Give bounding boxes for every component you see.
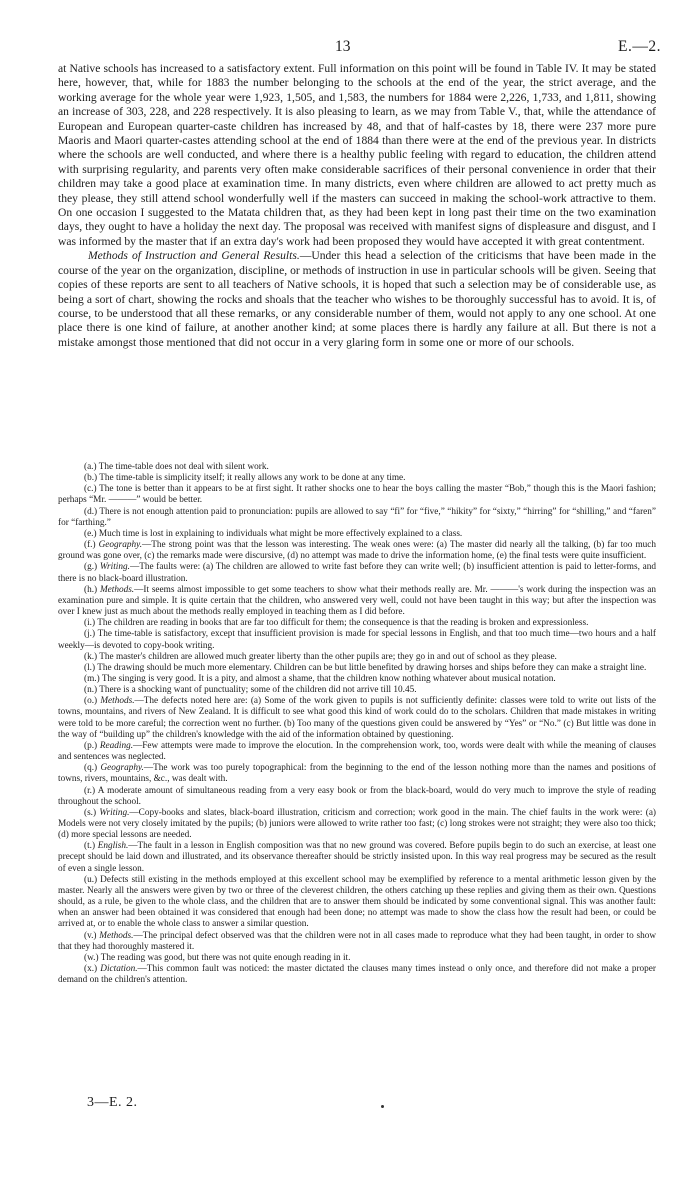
criticism-text: The reading was good, but there was not quite enough reading in it. <box>100 952 351 963</box>
criticism-item <box>58 585 656 618</box>
criticism-label: (r.) <box>84 785 96 796</box>
criticism-text: The time-table is satisfactory, except that insufficient provision is made for special lessons in English, and that too much time—two hours and a half weekly—is devoted to copy-book writing. <box>58 629 656 651</box>
criticism-item <box>58 674 656 685</box>
criticism-heading: Writing. <box>99 562 130 573</box>
criticism-item <box>58 685 656 696</box>
criticisms-list <box>58 462 656 986</box>
criticism-text: There is a shocking want of punctuality; some of the children did not arrive till 10.45. <box>99 685 417 696</box>
criticism-text: —The principal defect observed was that the children were not in all cases made to reproduce what they had been taught, in order to show that they had thoroughly mastered it. <box>58 930 656 952</box>
criticism-item <box>58 629 656 651</box>
criticism-item <box>58 763 656 785</box>
document-code: E.—2. <box>618 38 661 55</box>
criticism-heading: Methods. <box>99 584 135 595</box>
criticism-text: The tone is better than it appears to be at first sight. It rather shocks one to hear the boys calling the master “Bob,” though this is the Maori fashion; perhaps “Mr. ———” would be better. <box>58 484 656 506</box>
criticism-label: (w.) <box>84 952 99 963</box>
criticism-item <box>58 618 656 629</box>
criticism-text: The time-table is simplicity itself; it really allows any work to be done at any time. <box>99 473 406 484</box>
criticism-heading: English. <box>97 841 129 852</box>
criticism-text: —Few attempts were made to improve the elocution. In the comprehension work, too, words were dealt with while the meaning of clauses and sentences was neglected. <box>58 740 656 763</box>
criticism-item <box>58 540 656 562</box>
criticism-item <box>58 507 656 529</box>
criticism-label: (n.) <box>84 685 98 696</box>
criticism-item <box>58 473 656 484</box>
criticism-label: (s.) <box>84 807 97 818</box>
criticism-text: —The work was too purely topographical: from the beginning to the end of the lesson nothing more than the names and positions of towns, rivers, mountains, &c., was dealt with. <box>58 763 657 785</box>
criticism-item <box>58 484 656 506</box>
criticism-text: There is not enough attention paid to pronunciation: pupils are allowed to say “fi” for “five,” “hikity” for “sixty,” “hirring” for “shilling,” and “faren” for “farthing.” <box>58 506 656 528</box>
criticism-text: —It seems almost impossible to get some teachers to show what their methods really are. Mr. ———'s work during the inspection was an examination pure and simple. It is quite certain that the children, who answered very well, could not have been taught in this way; but after the inspection was over I knew just as much about the methods really employed in teaching them as I did before. <box>58 584 657 618</box>
criticism-item <box>58 652 656 663</box>
criticism-text: —The strong point was that the lesson was interesting. The weak ones were: (a) The master did nearly all the talking, (b) far too much ground was gone over, (c) the remarks made were discursive, (d) no attempt was made to drive the information home, (e) the final tests were quite insufficient. <box>58 540 657 562</box>
criticism-text: —Copy-books and slates, black-board illustration, criticism and correction; work good in the main. The chief faults in the work were: (a) Models were not very closely imitated by the pupils; (b) juniors were allowed to write rather too fast; (c) long strokes were not straight; they were also too thick; (d) more special lessons are needed. <box>58 807 657 841</box>
criticism-heading: Geography. <box>100 763 144 774</box>
criticism-item <box>58 663 656 674</box>
criticism-item <box>58 562 656 584</box>
criticism-heading: Dictation. <box>100 964 138 975</box>
criticism-item <box>58 696 656 741</box>
criticism-label: (i.) <box>84 618 96 629</box>
criticism-label: (h.) <box>84 584 98 595</box>
criticism-label: (j.) <box>84 629 96 640</box>
criticism-label: (b.) <box>84 473 98 484</box>
criticism-item <box>58 931 656 953</box>
criticism-label: (v.) <box>84 930 97 941</box>
criticism-label: (m.) <box>84 673 100 684</box>
criticism-label: (p.) <box>84 740 98 751</box>
criticism-label: (d.) <box>84 506 98 517</box>
criticism-heading: Geography. <box>98 540 143 551</box>
criticism-text: Much time is lost in explaining to individuals what might be more effectively explained to a class. <box>98 528 463 539</box>
criticism-text: Defects still existing in the methods employed at this excellent school may be exemplified by reference to a mental arithmetic lesson given by the master. Nearly all the answers were given by two or three of the cleverest children, the others catching up these replies and giving them as their own. Questions should, as a rule, be given to the whole class, and the children that are to answer them should be indicated by some conventional signal. This was another fault: when an answer had been obtained it was considered that enough had been done; no attempt was made to show the class how the result had been, or could be arrived at, or to enable the whole class to answer a similar question. <box>58 874 657 930</box>
criticism-label: (k.) <box>84 651 98 662</box>
criticism-heading: Methods. <box>100 696 135 707</box>
criticism-item <box>58 841 656 874</box>
printer-dot <box>381 1105 384 1108</box>
criticism-label: (e.) <box>84 528 97 539</box>
criticism-heading: Reading. <box>99 740 134 751</box>
criticism-item <box>58 529 656 540</box>
criticism-text: —This common fault was noticed: the master dictated the clauses many times instead o only once, and therefore did not make a proper demand on the children's attention. <box>58 964 656 986</box>
criticism-item <box>58 741 656 763</box>
criticism-label: (o.) <box>84 696 98 707</box>
criticism-label: (g.) <box>84 562 98 573</box>
criticism-label: (u.) <box>84 874 98 885</box>
criticism-item <box>58 953 656 964</box>
paragraph-text: —Under this head a selection of the criticisms that have been made in the course of the year on the organization, discipline, or methods of instruction in use in particular schools will be given. Seeing that copies of these reports are sent to all teachers of Native schools, it is hoped that such a selection may be of considerable use, as being a sort of chart, showing the rocks and shoals that the teacher who wishes to be thoroughly successful has to avoid. It is, of course, to be understood that all these remarks, or any considerable number of them, would not apply to any one school. At one place there is one kind of failure, at another another kind; at some places there is hardly any failure at all. But there is not a mistake amongst those mentioned that did not occur in a very glaring form in some one or more of our schools. <box>58 249 656 349</box>
criticism-label: (q.) <box>84 763 98 774</box>
criticism-label: (c.) <box>84 484 97 495</box>
criticism-item <box>58 462 656 473</box>
criticism-item <box>58 808 656 841</box>
page-footer <box>0 1095 700 1115</box>
criticism-text: —The defects noted here are: (a) Some of the work given to pupils is not sufficiently definite: classes were told to write out lists of the towns, mountains, and rivers of New Zealand. It is difficult to see what good this kind of work could do to the scholars. Children that made mistakes in writing were told to be more careful; the correction went no further. (b) Too many of the questions given could be answered by “Yes” or “No.” (c) But little was done in the way of “building up” the children's knowledge with the aid of the information obtained by questioning. <box>58 696 656 740</box>
paragraph-attendance: at Native schools has increased to a satisfactory extent. Full information on this point will be found in Table IV. It may be stated here, however, that, while for 1883 the number belonging to the schools at the end of the year, the strict average, and the working average for the whole year were 1,923, 1,505, and 1,583, the numbers for 1884 were 2,226, 1,733, and 1,811, showing an increase of 303, 228, and 228 respectively. It is also pleasing to learn, as we may from Table V., that, while the attendance of European and European quarter-caste children has increased by 48, and that of half-castes by 18, there were 237 more pure Maoris and Maori quarter-castes attending school at the end of 1884 than there were at the end of the previous year. In districts where the schools are well conducted, and where there is a healthy public feeling with regard to education, the children attend with surprising regularity, and parents very often make considerable sacrifices of their personal convenience in order that their children may take a good place at examination time. In many districts, even where children are allowed to act pretty much as they please, they still attend school wonderfully well if the masters can succeed in making the school-work attractive to them. On one occasion I suggested to the Matata children that, as they had been kept in long past their time on the two examination days, they ought to have a holiday the next day. The proposal was received with manifest signs of displeasure and disgust, and I was informed by the master that if an extra day's work had been proposed they would have accepted it with great contentment. <box>58 62 656 248</box>
criticism-label: (f.) <box>84 540 96 551</box>
criticism-label: (l.) <box>84 662 96 673</box>
criticism-text: —The faults were: (a) The children are allowed to write fast before they can write well; (b) insufficient attention is paid to letter-forms, and there is no black-board illustration. <box>58 562 657 584</box>
signature-mark: 3—E. 2. <box>87 1095 138 1110</box>
criticism-text: The time-table does not deal with silent work. <box>98 462 269 472</box>
criticism-text: The children are reading in books that are far too difficult for them; the consequence is that the reading is broken and expressionless. <box>97 618 589 629</box>
criticism-label: (t.) <box>84 841 96 852</box>
criticism-heading: Writing. <box>99 807 130 818</box>
criticism-label: (a.) <box>84 462 97 472</box>
criticism-text: —The fault in a lesson in English composition was that no new ground was covered. Before pupils begin to do such an exercise, at least one precept should be laid down and illustrated, and its observance thereafter should be strictly insisted upon. In this way real progress may be secured as the result of even a single lesson. <box>58 841 656 874</box>
criticism-item <box>58 786 656 808</box>
page-header <box>0 38 700 56</box>
criticism-text: A moderate amount of simultaneous reading from a very easy book or from the black-board, would do very much to improve the style of reading throughout the school. <box>58 785 657 807</box>
page-number: 13 <box>335 38 351 55</box>
criticism-heading: Methods. <box>99 930 134 941</box>
criticism-text: The singing is very good. It is a pity, and almost a shame, that the children know nothing whatever about musical notation. <box>101 673 556 684</box>
main-body <box>58 62 656 350</box>
criticism-text: The master's children are allowed much greater liberty than the other pupils are; they go in and out of school as they please. <box>99 651 557 662</box>
paragraph-methods <box>58 249 656 350</box>
criticism-item <box>58 964 656 986</box>
criticism-item <box>58 875 656 931</box>
criticism-text: The drawing should be much more elementary. Children can be but little benefited by drawing horses and ships before they can make a straight line. <box>97 662 647 673</box>
paragraph-heading: Methods of Instruction and General Results. <box>88 249 300 263</box>
criticism-label: (x.) <box>84 964 98 975</box>
